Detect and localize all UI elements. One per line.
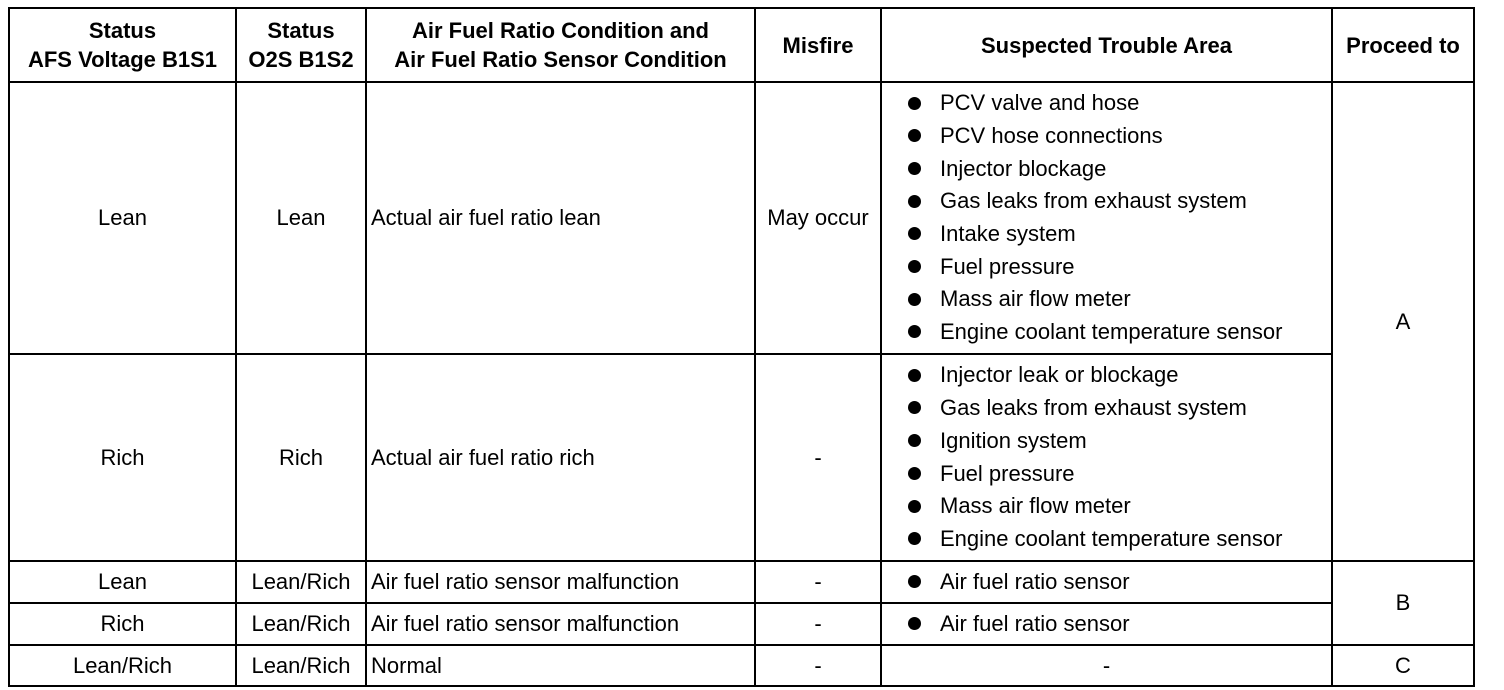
bullet-icon: [908, 129, 921, 142]
misfire-cell: -: [755, 561, 881, 603]
list-item: Mass air flow meter: [908, 283, 1327, 316]
bullet-icon: [908, 260, 921, 273]
header-row: [9, 8, 1474, 82]
list-item: Intake system: [908, 218, 1327, 251]
bullet-icon: [908, 325, 921, 338]
misfire-cell: -: [755, 354, 881, 561]
list-item: Injector leak or blockage: [908, 359, 1327, 392]
trouble-area-cell: -: [881, 645, 1332, 686]
header-condition: Air Fuel Ratio Condition and Air Fuel Ratio Sensor Condition: [366, 8, 755, 82]
trouble-area-cell: [881, 561, 1332, 603]
bullet-icon: [908, 401, 921, 414]
list-item: PCV valve and hose: [908, 87, 1327, 120]
header-misfire: Misfire: [755, 8, 881, 82]
o2s-cell: Lean: [236, 82, 366, 354]
misfire-cell: -: [755, 645, 881, 686]
proceed-b-cell: B: [1332, 561, 1474, 645]
header-o2s: Status O2S B1S2: [236, 8, 366, 82]
condition-cell: Normal: [366, 645, 755, 686]
o2s-cell: Lean/Rich: [236, 603, 366, 645]
list-item: Air fuel ratio sensor: [908, 566, 1327, 599]
bullet-icon: [908, 617, 921, 630]
bullet-icon: [908, 195, 921, 208]
table-row: [9, 82, 1474, 354]
trouble-area-cell: [881, 354, 1332, 561]
list-item: PCV hose connections: [908, 120, 1327, 153]
bullet-icon: [908, 227, 921, 240]
condition-cell: Air fuel ratio sensor malfunction: [366, 561, 755, 603]
afs-cell: Lean/Rich: [9, 645, 236, 686]
misfire-cell: May occur: [755, 82, 881, 354]
bullet-icon: [908, 500, 921, 513]
table-row: [9, 354, 1474, 561]
diagnosis-table: [8, 7, 1475, 687]
list-item: Air fuel ratio sensor: [908, 608, 1327, 641]
header-proceed-to: Proceed to: [1332, 8, 1474, 82]
list-item: Gas leaks from exhaust system: [908, 392, 1327, 425]
afs-cell: Rich: [9, 354, 236, 561]
proceed-a-cell: A: [1332, 82, 1474, 561]
condition-cell: Actual air fuel ratio lean: [366, 82, 755, 354]
table-row: [9, 561, 1474, 603]
afs-cell: Lean: [9, 82, 236, 354]
trouble-area-cell: [881, 82, 1332, 354]
table-row: [9, 645, 1474, 686]
table-row: [9, 603, 1474, 645]
list-item: Gas leaks from exhaust system: [908, 185, 1327, 218]
misfire-cell: -: [755, 603, 881, 645]
condition-cell: Actual air fuel ratio rich: [366, 354, 755, 561]
afs-cell: Rich: [9, 603, 236, 645]
bullet-icon: [908, 369, 921, 382]
bullet-icon: [908, 293, 921, 306]
condition-cell: Air fuel ratio sensor malfunction: [366, 603, 755, 645]
bullet-icon: [908, 162, 921, 175]
o2s-cell: Rich: [236, 354, 366, 561]
proceed-c-cell: C: [1332, 645, 1474, 686]
list-item: Fuel pressure: [908, 251, 1327, 284]
bullet-icon: [908, 97, 921, 110]
trouble-area-cell: [881, 603, 1332, 645]
header-afs-voltage: Status AFS Voltage B1S1: [9, 8, 236, 82]
bullet-icon: [908, 434, 921, 447]
list-item: Mass air flow meter: [908, 490, 1327, 523]
o2s-cell: Lean/Rich: [236, 561, 366, 603]
list-item: Engine coolant temperature sensor: [908, 316, 1327, 349]
afs-cell: Lean: [9, 561, 236, 603]
bullet-icon: [908, 467, 921, 480]
list-item: Ignition system: [908, 425, 1327, 458]
bullet-icon: [908, 575, 921, 588]
header-trouble-area: Suspected Trouble Area: [881, 8, 1332, 82]
list-item: Fuel pressure: [908, 458, 1327, 491]
list-item: Engine coolant temperature sensor: [908, 523, 1327, 556]
bullet-icon: [908, 532, 921, 545]
list-item: Injector blockage: [908, 153, 1327, 186]
o2s-cell: Lean/Rich: [236, 645, 366, 686]
